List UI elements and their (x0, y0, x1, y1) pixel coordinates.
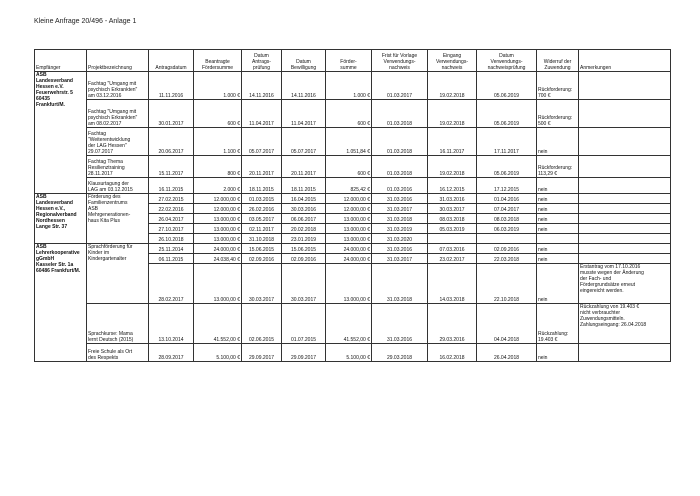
beantragt-cell: 1.000 € (194, 72, 242, 100)
project-cell: Klausurtagung der LAG am 03.12.2015 (87, 178, 149, 194)
eingang-cell: 14.03.2018 (428, 264, 477, 304)
pruefung-cell: 29.09.2017 (242, 344, 282, 362)
eingang-cell: 16.11.2017 (428, 128, 477, 156)
table-row (35, 178, 671, 194)
header-antragsdatum: Antragsdatum (149, 50, 194, 72)
foerdersumme-cell: 825,42 € (326, 178, 372, 194)
project-cell: Fachtag "Umgang mit psychisch Erkrankten" am 03.12.2016 (87, 72, 149, 100)
frist-cell: 31.03.2016 (372, 244, 428, 254)
eingang-cell: 30.03.2017 (428, 204, 477, 214)
widerruf-cell: nein (537, 244, 579, 254)
header-datum-bewilligung: Datum Bewilligung (282, 50, 326, 72)
foerdersumme-cell: 12.000,00 € (326, 204, 372, 214)
foerdersumme-cell: 600 € (326, 100, 372, 128)
table-row (35, 156, 671, 178)
antragsdatum-cell: 26.04.2017 (149, 214, 194, 224)
antragsdatum-cell: 28.02.2017 (149, 264, 194, 304)
foerdersumme-cell: 5.100,00 € (326, 344, 372, 362)
foerdersumme-cell: 13.000,00 € (326, 214, 372, 224)
bewilligung-cell: 20.11.2017 (282, 156, 326, 178)
anmerkung-cell (579, 100, 671, 128)
bewilligung-cell: 14.11.2016 (282, 72, 326, 100)
pruefung-cell: 01.03.2015 (242, 194, 282, 204)
widerruf-cell: nein (537, 254, 579, 264)
eingang-cell: 16.12.2015 (428, 178, 477, 194)
bewilligung-cell: 02.09.2016 (282, 254, 326, 264)
vn-pruefung-cell (477, 234, 537, 244)
vn-pruefung-cell: 05.06.2019 (477, 100, 537, 128)
beantragt-cell: 1.100 € (194, 128, 242, 156)
vn-pruefung-cell: 22.10.2018 (477, 264, 537, 304)
table-row (35, 344, 671, 362)
widerruf-cell: nein (537, 214, 579, 224)
widerruf-cell: nein (537, 264, 579, 304)
pruefung-cell: 02.06.2015 (242, 304, 282, 344)
pruefung-cell: 11.04.2017 (242, 100, 282, 128)
pruefung-cell: 02.11.2017 (242, 224, 282, 234)
pruefung-cell: 26.02.2016 (242, 204, 282, 214)
header-beantragte-foerdersumme: Beantragte Fördersumme (194, 50, 242, 72)
beantragt-cell: 13.000,00 € (194, 264, 242, 304)
beantragt-cell: 800 € (194, 156, 242, 178)
anmerkung-cell (579, 204, 671, 214)
vn-pruefung-cell: 26.04.2018 (477, 344, 537, 362)
frist-cell: 31.03.2020 (372, 234, 428, 244)
header-datum-verwendungsnachweispruefung: Datum Verwendungs- nachweisprüfung (477, 50, 537, 72)
antragsdatum-cell: 15.11.2017 (149, 156, 194, 178)
bewilligung-cell: 20.02.2018 (282, 224, 326, 234)
foerdersumme-cell: 24.000,00 € (326, 244, 372, 254)
frist-cell: 01.03.2018 (372, 128, 428, 156)
table-row (35, 100, 671, 128)
vn-pruefung-cell: 07.04.2017 (477, 204, 537, 214)
eingang-cell: 19.02.2018 (428, 156, 477, 178)
project-cell: Fachtag "Weiterentwicklung der LAG Hessen" 29.07.2017 (87, 128, 149, 156)
eingang-cell: 29.03.2016 (428, 304, 477, 344)
anmerkung-cell (579, 194, 671, 204)
frist-cell: 31.03.2017 (372, 254, 428, 264)
recipient-cell: ASB Landesverband Hessen e.V., Regionalverband Nordhessen Lange Str. 37 (35, 194, 87, 244)
vn-pruefung-cell: 08.03.2018 (477, 214, 537, 224)
beantragt-cell: 24.038,40 € (194, 254, 242, 264)
antragsdatum-cell: 22.02.2016 (149, 204, 194, 214)
bewilligung-cell: 30.03.2016 (282, 204, 326, 214)
funding-table (34, 49, 671, 362)
bewilligung-cell: 29.09.2017 (282, 344, 326, 362)
beantragt-cell: 600 € (194, 100, 242, 128)
widerruf-cell: nein (537, 128, 579, 156)
eingang-cell: 05.03.2019 (428, 224, 477, 234)
eingang-cell: 07.03.2016 (428, 244, 477, 254)
vn-pruefung-cell: 22.03.2018 (477, 254, 537, 264)
table-row (35, 128, 671, 156)
vn-pruefung-cell: 05.06.2019 (477, 72, 537, 100)
vn-pruefung-cell: 06.03.2019 (477, 224, 537, 234)
frist-cell: 31.03.2018 (372, 214, 428, 224)
pruefung-cell: 15.06.2015 (242, 244, 282, 254)
vn-pruefung-cell: 02.09.2016 (477, 244, 537, 254)
bewilligung-cell: 01.07.2015 (282, 304, 326, 344)
project-cell: Förderung des Familienzentrums ASB Mehrgenerationen- haus Kita Plus (87, 194, 149, 244)
project-cell: Sprachförderung für Kinder im Kindergartenalter (87, 244, 149, 304)
anmerkung-cell (579, 344, 671, 362)
anmerkung-cell (579, 224, 671, 234)
table-row (35, 194, 671, 204)
table-row (35, 304, 671, 344)
antragsdatum-cell: 27.10.2017 (149, 224, 194, 234)
header-row (35, 50, 671, 72)
beantragt-cell: 12.000,00 € (194, 204, 242, 214)
anmerkung-cell: Erstantrag vom 17.10.2016 musste wegen der Änderung der Fach- und Fördergrundsätze erneut eingereicht werden. (579, 264, 671, 304)
bewilligung-cell: 30.03.2017 (282, 264, 326, 304)
eingang-cell: 19.02.2018 (428, 100, 477, 128)
pruefung-cell: 18.11.2015 (242, 178, 282, 194)
header-eingang-verwendungsnachweis: Eingang Verwendungs- nachweis (428, 50, 477, 72)
widerruf-cell: nein (537, 224, 579, 234)
bewilligung-cell: 16.04.2015 (282, 194, 326, 204)
anmerkung-cell (579, 72, 671, 100)
eingang-cell: 23.02.2017 (428, 254, 477, 264)
antragsdatum-cell: 16.11.2015 (149, 178, 194, 194)
beantragt-cell: 24.000,00 € (194, 244, 242, 254)
eingang-cell: 19.02.2018 (428, 72, 477, 100)
project-cell: Fachtag "Umgang mit psychisch Erkrankten" am 08.02.2017 (87, 100, 149, 128)
anmerkung-cell (579, 254, 671, 264)
beantragt-cell: 41.552,00 € (194, 304, 242, 344)
anmerkung-cell (579, 156, 671, 178)
pruefung-cell: 14.11.2016 (242, 72, 282, 100)
header-projektbezeichnung: Projektbezeichnung (87, 50, 149, 72)
header-foerdersumme: Förder- summe (326, 50, 372, 72)
header-widerruf: Widerruf der Zuwendung (537, 50, 579, 72)
recipient-cell: ASB Landesverband Hessen e.V. Feuerwehrstr. 5 60435 Frankfurt/M. (35, 72, 87, 194)
vn-pruefung-cell: 05.06.2019 (477, 156, 537, 178)
pruefung-cell: 02.09.2016 (242, 254, 282, 264)
anmerkung-cell (579, 214, 671, 224)
widerruf-cell: nein (537, 194, 579, 204)
header-anmerkungen: Anmerkungen (579, 50, 671, 72)
frist-cell: 01.03.2018 (372, 100, 428, 128)
antragsdatum-cell: 28.09.2017 (149, 344, 194, 362)
foerdersumme-cell: 12.000,00 € (326, 194, 372, 204)
project-cell: Fachtag Thema Resilienztraining 28.11.2017 (87, 156, 149, 178)
widerruf-cell: nein (537, 178, 579, 194)
table-row (35, 244, 671, 254)
bewilligung-cell: 18.11.2015 (282, 178, 326, 194)
document-title: Kleine Anfrage 20/496 - Anlage 1 (34, 18, 137, 25)
foerdersumme-cell: 13.000,00 € (326, 224, 372, 234)
pruefung-cell: 31.10.2018 (242, 234, 282, 244)
antragsdatum-cell: 27.02.2015 (149, 194, 194, 204)
project-cell: Sprachkurse: Mama lernt Deutsch (2015) (87, 304, 149, 344)
widerruf-cell: nein (537, 344, 579, 362)
antragsdatum-cell: 06.11.2015 (149, 254, 194, 264)
project-cell: Freie Schule als Ort des Respekts (87, 344, 149, 362)
table-row (35, 72, 671, 100)
anmerkung-cell: Rückzahlung von 19.403 € nicht verbrauchter Zuwendungsmitteln. Zahlungseingang: 26.04.2018 (579, 304, 671, 344)
foerdersumme-cell: 600 € (326, 156, 372, 178)
widerruf-cell: Rückforderung: 113,29 € (537, 156, 579, 178)
antragsdatum-cell: 13.10.2014 (149, 304, 194, 344)
beantragt-cell: 13.000,00 € (194, 234, 242, 244)
eingang-cell: 16.02.2018 (428, 344, 477, 362)
foerdersumme-cell: 13.000,00 € (326, 264, 372, 304)
foerdersumme-cell: 41.552,00 € (326, 304, 372, 344)
frist-cell: 31.03.2018 (372, 264, 428, 304)
frist-cell: 31.03.2017 (372, 204, 428, 214)
anmerkung-cell (579, 234, 671, 244)
vn-pruefung-cell: 17.11.2017 (477, 128, 537, 156)
foerdersumme-cell: 13.000,00 € (326, 234, 372, 244)
beantragt-cell: 5.100,00 € (194, 344, 242, 362)
antragsdatum-cell: 11.11.2016 (149, 72, 194, 100)
anmerkung-cell (579, 178, 671, 194)
foerdersumme-cell: 24.000,00 € (326, 254, 372, 264)
beantragt-cell: 2.000 € (194, 178, 242, 194)
header-empfaenger: Empfänger (35, 50, 87, 72)
pruefung-cell: 05.07.2017 (242, 128, 282, 156)
bewilligung-cell: 05.07.2017 (282, 128, 326, 156)
widerruf-cell (537, 234, 579, 244)
eingang-cell: 08.03.2018 (428, 214, 477, 224)
anmerkung-cell (579, 244, 671, 254)
frist-cell: 31.03.2016 (372, 304, 428, 344)
pruefung-cell: 30.03.2017 (242, 264, 282, 304)
pruefung-cell: 20.11.2017 (242, 156, 282, 178)
bewilligung-cell: 23.01.2019 (282, 234, 326, 244)
bewilligung-cell: 15.06.2015 (282, 244, 326, 254)
eingang-cell (428, 234, 477, 244)
widerruf-cell: Rückforderung: 500 € (537, 100, 579, 128)
header-datum-antragspruefung: Datum Antrags- prüfung (242, 50, 282, 72)
bewilligung-cell: 06.06.2017 (282, 214, 326, 224)
eingang-cell: 31.03.2016 (428, 194, 477, 204)
antragsdatum-cell: 25.11.2014 (149, 244, 194, 254)
antragsdatum-cell: 30.01.2017 (149, 100, 194, 128)
foerdersumme-cell: 1.000 € (326, 72, 372, 100)
foerdersumme-cell: 1.051,84 € (326, 128, 372, 156)
vn-pruefung-cell: 17.12.2015 (477, 178, 537, 194)
anmerkung-cell (579, 128, 671, 156)
frist-cell: 31.03.2016 (372, 194, 428, 204)
beantragt-cell: 13.000,00 € (194, 224, 242, 234)
frist-cell: 01.03.2017 (372, 72, 428, 100)
widerruf-cell: Rückzahlung: 19.403 € (537, 304, 579, 344)
antragsdatum-cell: 26.10.2018 (149, 234, 194, 244)
vn-pruefung-cell: 04.04.2018 (477, 304, 537, 344)
bewilligung-cell: 11.04.2017 (282, 100, 326, 128)
beantragt-cell: 12.000,00 € (194, 194, 242, 204)
frist-cell: 01.03.2018 (372, 156, 428, 178)
recipient-cell: ASB Lehrerkooperative gGmbH Kasseler Str. 1a 60486 Frankfurt/M. (35, 244, 87, 362)
widerruf-cell: Rückforderung: 700 € (537, 72, 579, 100)
header-frist-verwendungsnachweis: Frist für Vorlage Verwendungs- nachweis (372, 50, 428, 72)
beantragt-cell: 13.000,00 € (194, 214, 242, 224)
vn-pruefung-cell: 01.04.2016 (477, 194, 537, 204)
antragsdatum-cell: 20.06.2017 (149, 128, 194, 156)
frist-cell: 31.03.2019 (372, 224, 428, 234)
widerruf-cell: nein (537, 204, 579, 214)
frist-cell: 01.03.2016 (372, 178, 428, 194)
pruefung-cell: 03.05.2017 (242, 214, 282, 224)
frist-cell: 29.03.2018 (372, 344, 428, 362)
